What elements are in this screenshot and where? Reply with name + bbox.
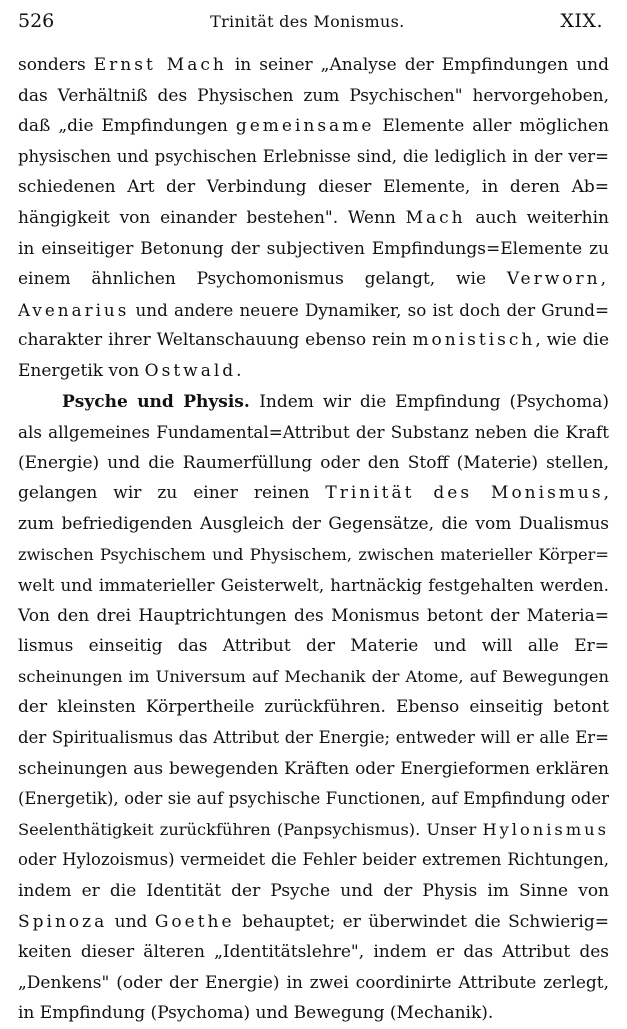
text-line bbox=[18, 692, 609, 723]
text-span: Indem wir die Empfindung (Psychoma) bbox=[259, 391, 609, 412]
text-span: scheinungen im Universum auf Mechanik der Atome, auf Bewegungen bbox=[18, 666, 609, 686]
text-span: behauptet; er überwindet die Schwierig= bbox=[234, 911, 609, 932]
text-span: und bbox=[107, 911, 155, 932]
text-span: als allgemeines Fundamental=Attribut der Substanz neben die Kraft bbox=[18, 422, 609, 443]
emphasized-text: Goethe bbox=[154, 911, 235, 932]
text-span: gelangen wir zu einer reinen bbox=[18, 483, 326, 504]
text-span: indem er die Identität der Psyche und der Physis im Sinne von bbox=[18, 881, 609, 902]
running-title: Trinität des Monismus. bbox=[210, 12, 405, 31]
text-span: hängigkeit von einander bestehen". Wenn bbox=[18, 207, 406, 228]
chapter-number: XIX. bbox=[560, 10, 603, 32]
page-body bbox=[18, 50, 609, 1029]
text-span: in Empfindung (Psychoma) und Bewegung (Mechanik). bbox=[18, 1003, 494, 1024]
text-span: schiedenen Art der Verbindung dieser Elemente, in deren Ab= bbox=[18, 177, 609, 198]
text-span: einem ähnlichen Psychomonismus gelangt, wie bbox=[18, 269, 507, 290]
text-span: Elemente aller möglichen bbox=[374, 116, 609, 137]
emphasized-text: Avenarius bbox=[18, 299, 130, 320]
emphasized-text: Ernst Mach bbox=[93, 55, 227, 75]
text-line bbox=[18, 723, 609, 754]
page-header bbox=[18, 10, 609, 50]
text-line bbox=[18, 356, 609, 387]
text-line bbox=[18, 937, 609, 968]
text-span: „Denkens" (oder der Energie) in zwei coordinirte Attribute zerlegt, bbox=[18, 972, 609, 993]
text-span: (Energie) und die Raumerfüllung oder den Stoff (Materie) stellen, bbox=[18, 452, 609, 473]
text-line bbox=[18, 631, 609, 662]
text-span: und andere neuere Dynamiker, so ist doch der Grund= bbox=[129, 299, 609, 320]
paragraph-mach bbox=[18, 50, 609, 387]
text-line bbox=[18, 907, 609, 938]
text-span: scheinungen aus bewegenden Kräften oder Energieformen erklären bbox=[18, 758, 609, 779]
text-span: Seelenthätigkeit zurückführen (Panpsychismus). Unser bbox=[18, 819, 483, 839]
text-line bbox=[18, 815, 609, 846]
text-span: Von den drei Hauptrichtungen des Monismus betont der Materia= bbox=[18, 605, 609, 626]
emphasized-text: Mach bbox=[405, 207, 466, 228]
text-line bbox=[18, 784, 609, 815]
text-line bbox=[18, 264, 609, 295]
text-span: keiten dieser älteren „Identitätslehre", indem er das Attribut des bbox=[18, 942, 609, 963]
text-line bbox=[18, 448, 609, 479]
text-span: lismus einseitig das Attribut der Materie und will alle Er= bbox=[18, 636, 609, 657]
text-span: zum befriedigenden Ausgleich der Gegensätze, die vom Dualismus bbox=[18, 513, 609, 534]
text-line bbox=[18, 325, 609, 356]
section-heading: Psyche und Physis. bbox=[62, 391, 260, 412]
emphasized-text: Hylonismus bbox=[482, 819, 609, 839]
text-span: charakter ihrer Weltanschauung ebenso rein bbox=[18, 330, 413, 351]
text-line bbox=[18, 387, 609, 418]
text-span: sonders bbox=[18, 55, 94, 75]
text-span: der Spiritualismus das Attribut der Energie; entweder will er alle Er= bbox=[18, 728, 609, 748]
text-span: zwischen Psychischem und Physischem, zwischen materieller Körper= bbox=[18, 544, 609, 564]
text-line bbox=[18, 601, 609, 632]
text-span: daß „die Empfindungen bbox=[18, 116, 236, 137]
text-line bbox=[18, 203, 609, 234]
text-line bbox=[18, 81, 609, 112]
text-span: in einseitiger Betonung der subjectiven Empfindungs=Elemente zu bbox=[18, 238, 609, 259]
text-span: , wie die bbox=[535, 330, 610, 351]
text-span: , bbox=[603, 483, 609, 504]
text-span: Energetik von bbox=[18, 360, 145, 381]
text-span: das Verhältniß des Physischen zum Psychischen" hervorgehoben, bbox=[18, 85, 609, 106]
text-line bbox=[18, 876, 609, 907]
emphasized-text: gemeinsame bbox=[235, 116, 375, 137]
text-span: der kleinsten Körpertheile zurückführen. Ebenso einseitig betont bbox=[18, 697, 609, 718]
text-span: oder Hylozoismus) vermeidet die Fehler beider extremen Richtungen, bbox=[18, 850, 609, 870]
text-line bbox=[18, 540, 609, 571]
text-span: (Energetik), oder sie auf psychische Functionen, auf Empfindung oder bbox=[18, 789, 609, 809]
text-span: welt und immaterieller Geisterwelt, hartnäckig festgehalten werden. bbox=[18, 575, 609, 596]
page-number: 526 bbox=[18, 10, 55, 32]
text-line bbox=[18, 142, 609, 173]
text-line bbox=[18, 662, 609, 693]
text-line bbox=[18, 570, 609, 601]
text-line bbox=[18, 509, 609, 540]
text-line bbox=[18, 234, 609, 265]
text-line bbox=[18, 172, 609, 203]
emphasized-text: Verworn, bbox=[506, 269, 609, 290]
text-span: physischen und psychischen Erlebnisse sind, die lediglich in der ver= bbox=[18, 146, 609, 166]
text-span: in seiner „Analyse der Empfindungen und bbox=[226, 55, 609, 75]
text-line bbox=[18, 417, 609, 448]
text-span: auch weiterhin bbox=[465, 207, 610, 228]
text-line bbox=[18, 754, 609, 785]
text-line bbox=[18, 111, 609, 142]
emphasized-text: Trinität des Monismus bbox=[325, 483, 604, 504]
text-line bbox=[18, 50, 609, 81]
emphasized-text: Spinoza bbox=[18, 911, 108, 932]
text-line bbox=[18, 998, 609, 1029]
paragraph-psyche-physis bbox=[18, 387, 609, 1029]
text-line bbox=[18, 295, 609, 326]
text-line bbox=[18, 968, 609, 999]
emphasized-text: monistisch bbox=[412, 330, 536, 351]
emphasized-text: Ostwald. bbox=[144, 360, 245, 381]
text-line bbox=[18, 845, 609, 876]
text-line bbox=[18, 478, 609, 509]
